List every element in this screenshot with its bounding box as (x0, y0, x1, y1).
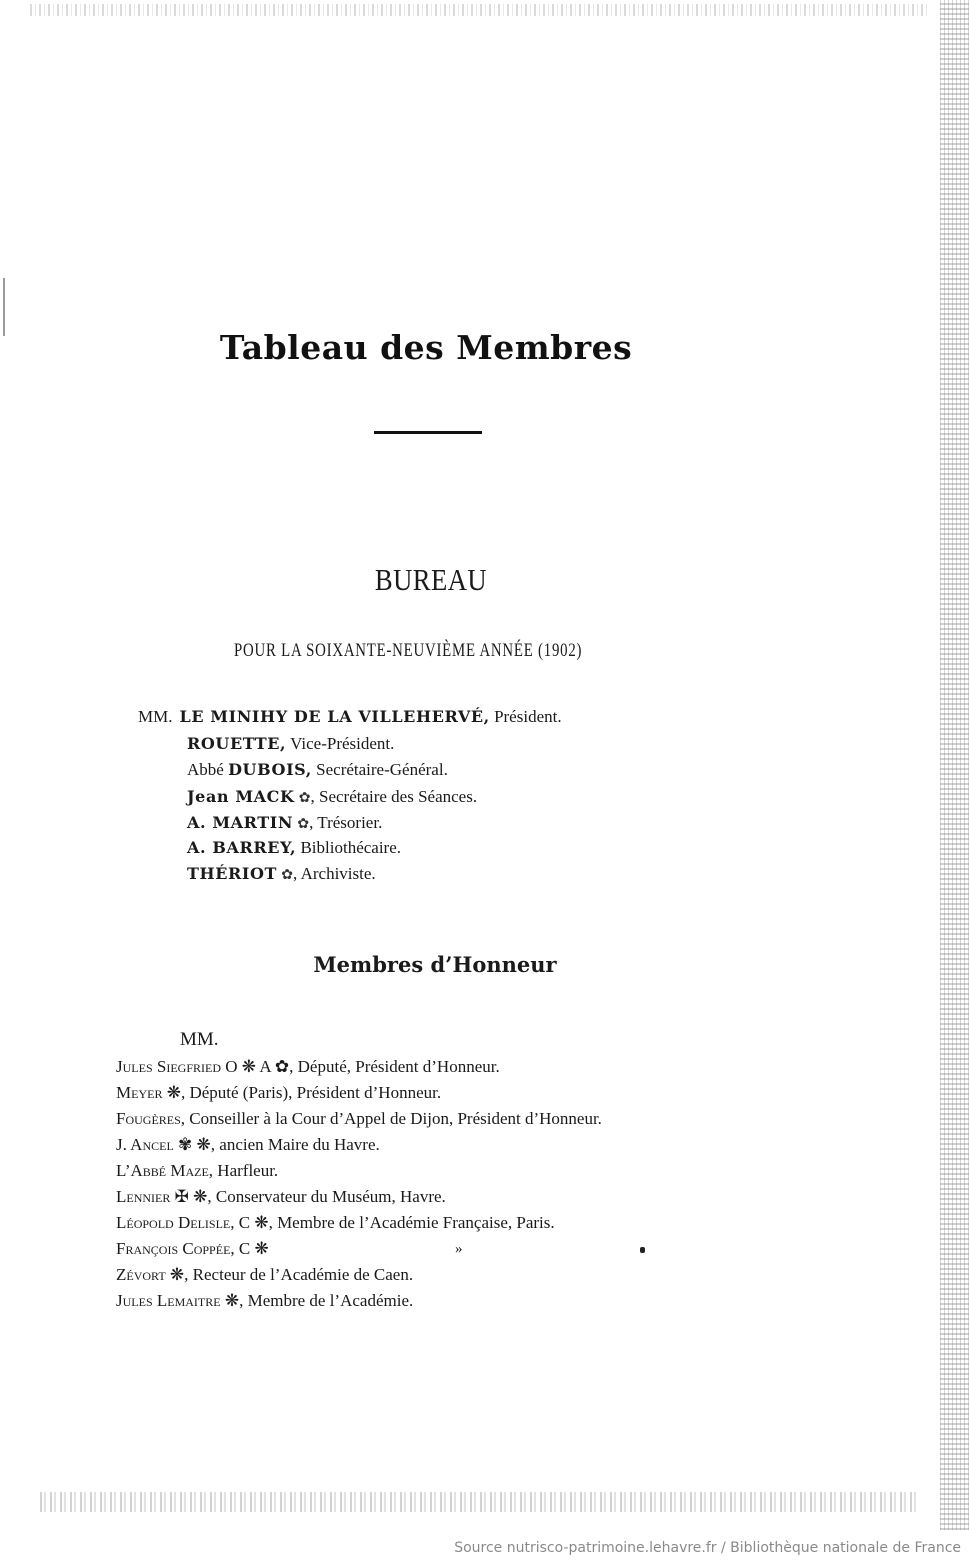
scan-edge-bottom (40, 1492, 920, 1512)
honneur-member (116, 1056, 500, 1078)
member-role: , Archiviste. (293, 864, 376, 883)
member-name: J. Ancel (116, 1135, 174, 1154)
member-detail: , Conseiller à la Cour d’Appel de Dijon, Président d’Honneur. (180, 1109, 602, 1128)
scan-edge-right (940, 0, 969, 1530)
honneur-heading: Membres d’Honneur (313, 952, 557, 977)
honneur-member (116, 1290, 413, 1312)
bureau-member (138, 706, 562, 728)
member-detail: , C ❋, Membre de l’Académie Française, Paris. (230, 1213, 555, 1232)
member-role: Président. (494, 707, 562, 726)
member-name: L’Abbé Maze (116, 1161, 209, 1180)
member-detail: ✠ ❋, Conservateur du Muséum, Havre. (170, 1187, 446, 1206)
member-detail: , Harfleur. (208, 1161, 279, 1180)
member-name: Léopold Delisle (116, 1213, 231, 1232)
page-title: Tableau des Membres (219, 328, 633, 367)
honneur-mm-label: MM. (180, 1029, 219, 1050)
member-name: Jean MACK (187, 787, 295, 806)
honneur-member (116, 1160, 278, 1182)
bureau-heading: BUREAU (374, 562, 488, 597)
bureau-member (187, 863, 376, 887)
member-name: Meyer (116, 1083, 163, 1102)
honneur-member (116, 1264, 413, 1286)
title-rule (374, 431, 482, 434)
member-name: Jules Siegfried (116, 1057, 221, 1076)
bureau-member (187, 812, 382, 836)
member-prefix: Abbé (187, 760, 224, 779)
member-prefix: MM. (138, 707, 173, 726)
ditto-mark: » (455, 1241, 463, 1257)
bureau-subtitle: POUR LA SOIXANTE-NEUVIÈME ANNÉE (1902) (234, 640, 583, 661)
bureau-member (187, 786, 477, 810)
bureau-member (187, 733, 394, 755)
member-detail: ❋, Recteur de l’Académie de Caen. (165, 1265, 414, 1284)
honneur-member (116, 1108, 602, 1130)
member-detail: , C ❋ (230, 1239, 269, 1258)
laurel-decoration-icon: ✿ (298, 791, 311, 806)
member-name: LE MINIHY DE LA VILLEHERVÉ, (179, 707, 490, 726)
bureau-member (187, 837, 401, 859)
member-role: Secrétaire-Général. (316, 760, 448, 779)
member-role: Vice-Président. (290, 734, 395, 753)
member-role: Bibliothécaire. (300, 838, 402, 857)
member-name: Lennier (116, 1187, 171, 1206)
member-name: ROUETTE, (187, 734, 287, 753)
member-name: François Coppée (116, 1239, 231, 1258)
laurel-decoration-icon: ✿ (297, 817, 310, 832)
source-attribution: Source nutrisco-patrimoine.lehavre.fr / Bibliothèque nationale de France (454, 1540, 961, 1556)
honneur-member (116, 1134, 380, 1156)
member-detail: O ❋ A ✿, Député, Président d’Honneur. (220, 1057, 500, 1076)
member-role: , Secrétaire des Séances. (310, 787, 478, 806)
bureau-member (187, 759, 448, 781)
member-name: A. MARTIN (187, 813, 294, 832)
ink-dot (640, 1247, 645, 1253)
member-name: Zévort (116, 1265, 166, 1284)
member-detail: ❋, Député (Paris), Président d’Honneur. (162, 1083, 442, 1102)
scan-edge-top (30, 4, 930, 16)
member-name: Fougères (116, 1109, 181, 1128)
honneur-member (116, 1082, 441, 1104)
member-name: Jules Lemaitre (116, 1291, 221, 1310)
member-name: A. BARREY, (187, 838, 297, 857)
member-role: , Trésorier. (309, 813, 383, 832)
member-detail: ✾ ❋, ancien Maire du Havre. (173, 1135, 380, 1154)
laurel-decoration-icon: ✿ (281, 868, 294, 883)
member-detail: ❋, Membre de l’Académie. (220, 1291, 414, 1310)
honneur-member (116, 1238, 269, 1260)
member-name: THÉRIOT (187, 864, 278, 883)
member-name: DUBOIS, (228, 760, 312, 779)
honneur-member (116, 1186, 446, 1208)
honneur-member (116, 1212, 555, 1234)
